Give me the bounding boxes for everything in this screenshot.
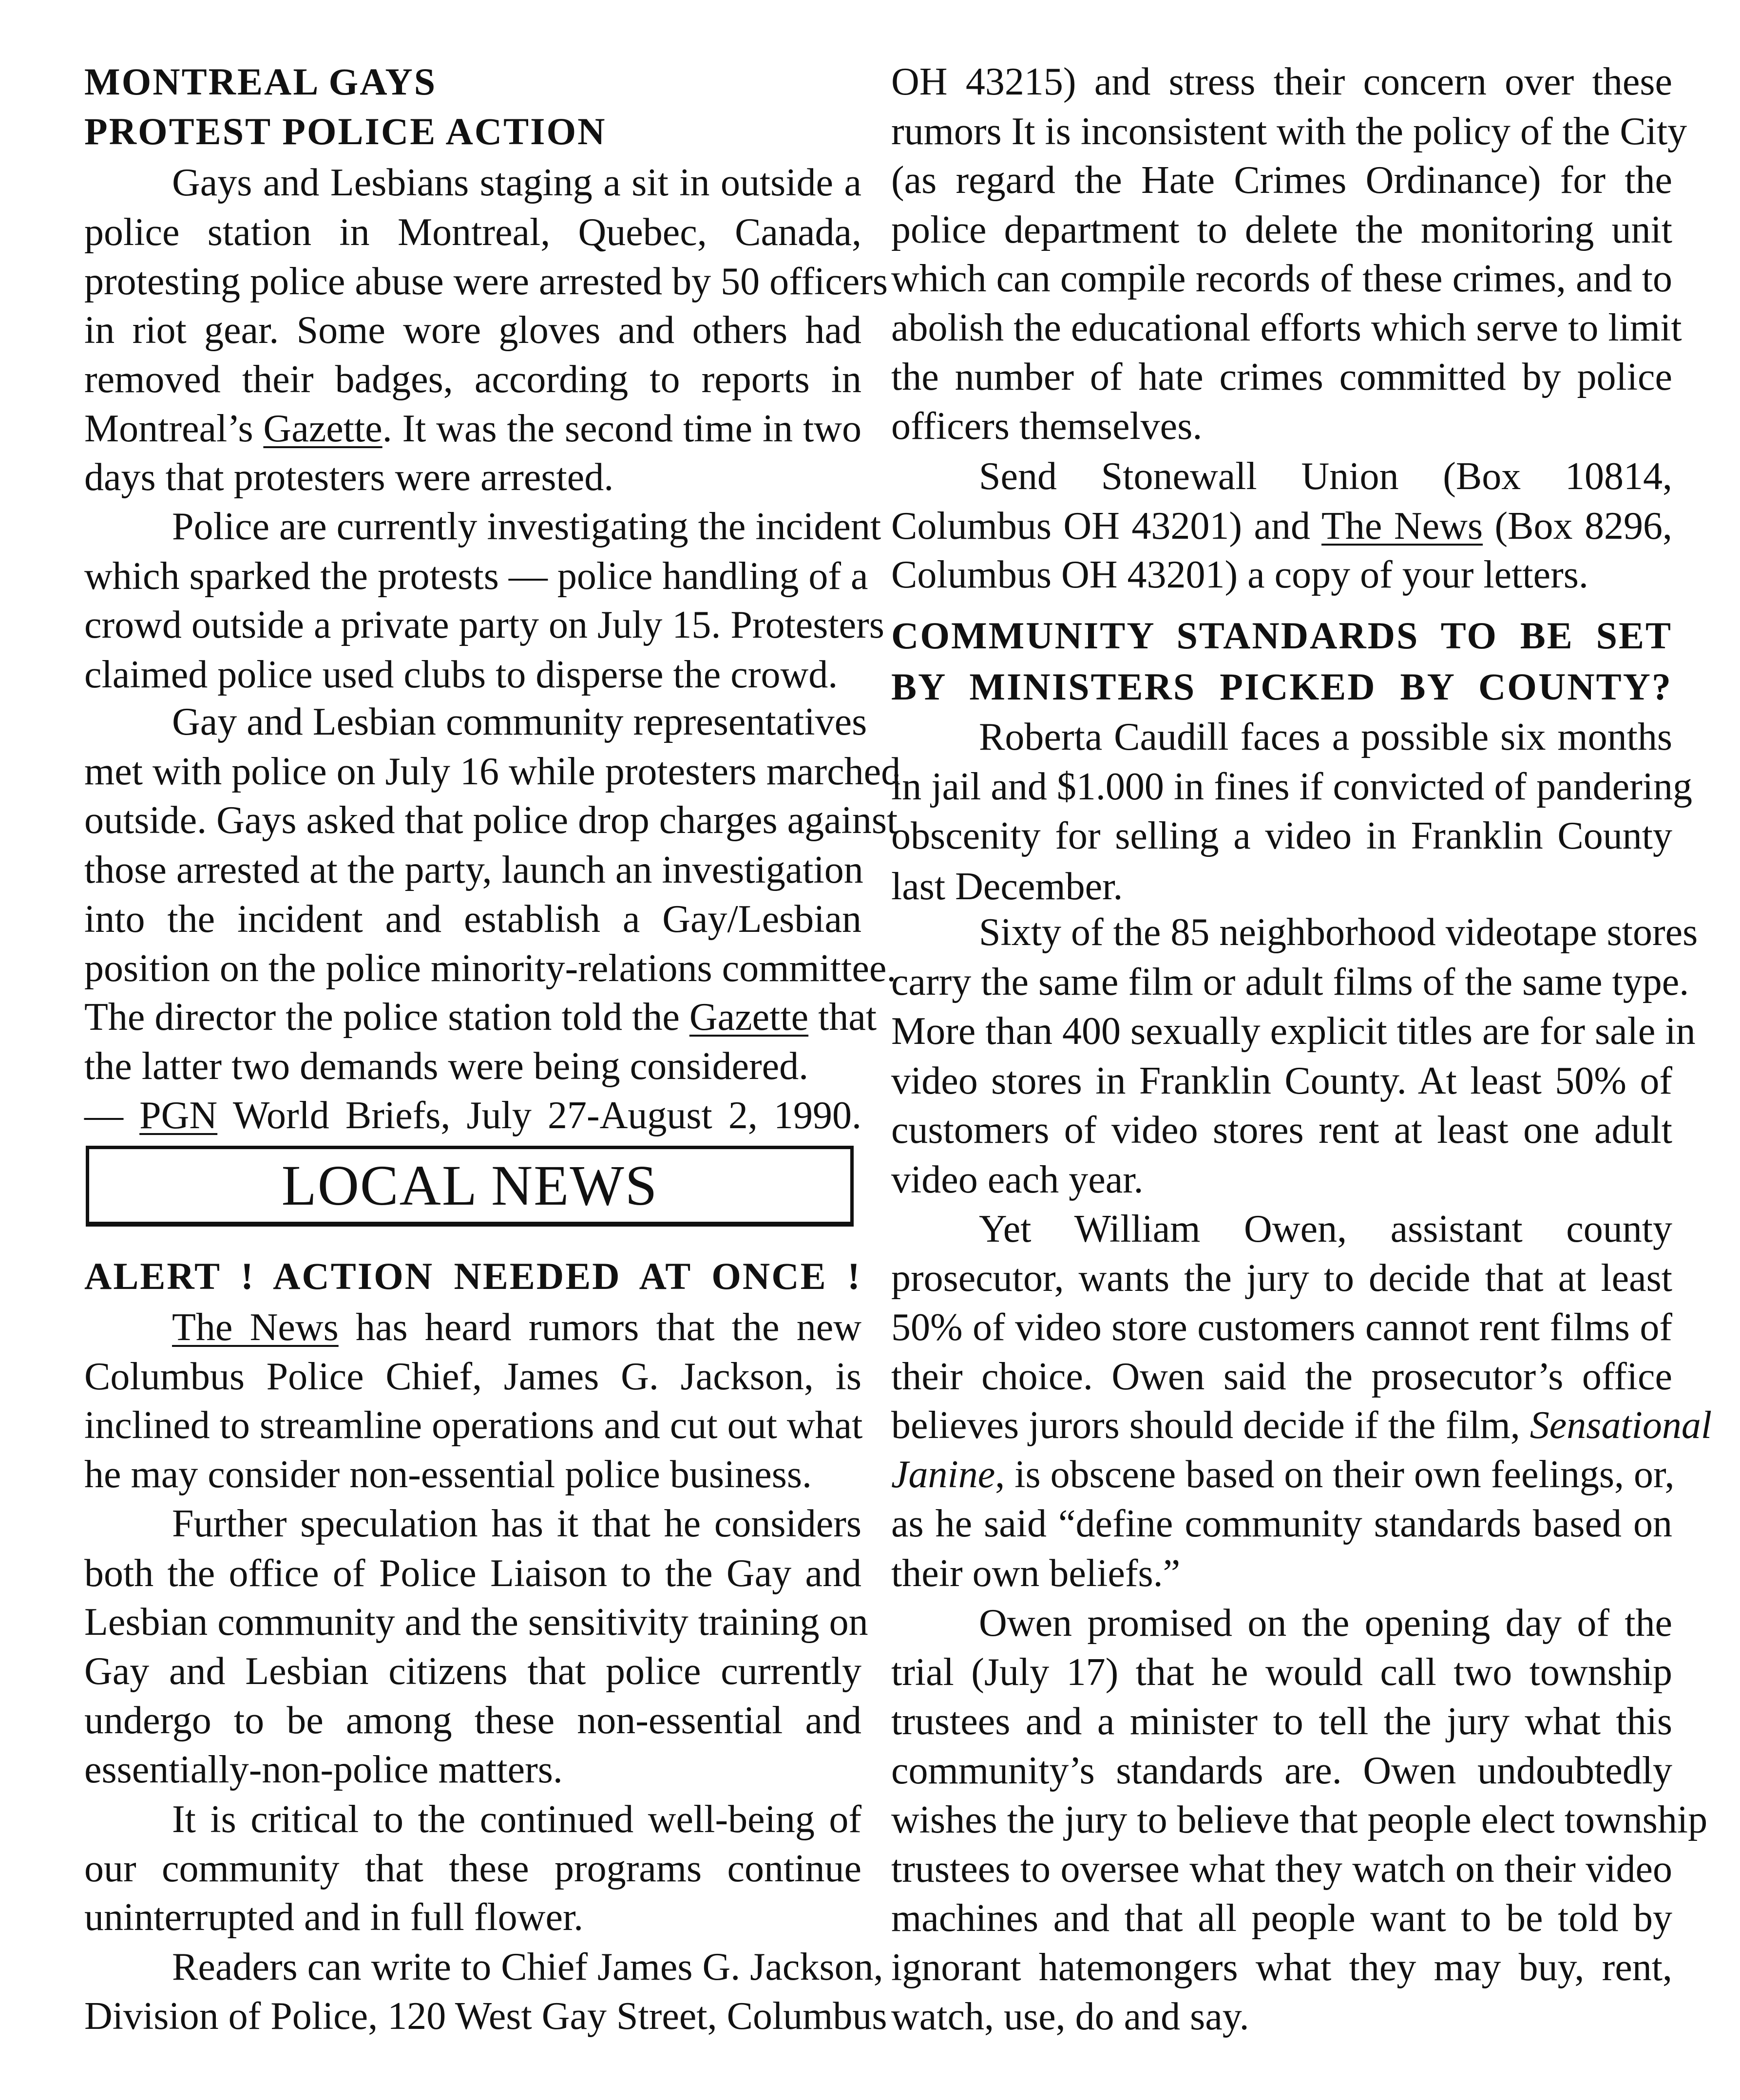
text-line: Columbus Police Chief, James G. Jackson, is bbox=[84, 1355, 861, 1398]
text-line: Owen promised on the opening day of the bbox=[979, 1602, 1672, 1645]
text-line: officers themselves. bbox=[891, 405, 1203, 448]
film-title: Sensational bbox=[1530, 1404, 1712, 1447]
text-line: Roberta Caudill faces a possible six months bbox=[979, 716, 1672, 758]
text-line bbox=[891, 1450, 1675, 1499]
text-line: More than 400 sexually explicit titles are for sale in bbox=[891, 1010, 1696, 1053]
text-line: which can compile records of these crimes, and to bbox=[891, 257, 1672, 300]
text-line: customers of video stores rent at least one adult bbox=[891, 1109, 1672, 1152]
text-line: Yet William Owen, assistant county bbox=[979, 1208, 1672, 1250]
section-banner bbox=[86, 1146, 854, 1227]
text-line: prosecutor, wants the jury to decide that at least bbox=[891, 1257, 1672, 1300]
text-line: Gay and Lesbian community representatives bbox=[172, 700, 867, 743]
text-line: OH 43215) and stress their concern over these bbox=[891, 60, 1672, 103]
text-line: Sixty of the 85 neighborhood videotape stores bbox=[979, 911, 1698, 954]
text-line: obscenity for selling a video in Franklin County bbox=[891, 814, 1672, 857]
publication-link: Gazette bbox=[689, 996, 809, 1039]
text-line: Columbus OH 43201) a copy of your letters. bbox=[891, 553, 1588, 596]
text-line: crowd outside a private party on July 15. Protesters bbox=[84, 604, 884, 646]
text-line: trustees to oversee what they watch on their video bbox=[891, 1848, 1672, 1891]
text-line bbox=[891, 1401, 1712, 1450]
text-line: undergo to be among these non-essential and bbox=[84, 1699, 861, 1742]
text-line: video stores in Franklin County. At least 50% of bbox=[891, 1059, 1672, 1102]
text-line: Further speculation has it that he considers bbox=[172, 1502, 861, 1545]
text: believes jurors should decide if the film, bbox=[891, 1404, 1530, 1447]
text: — bbox=[84, 1094, 140, 1137]
text-line: uninterrupted and in full flower. bbox=[84, 1896, 584, 1939]
headline: COMMUNITY STANDARDS TO BE SET bbox=[891, 614, 1672, 657]
text-line: in riot gear. Some wore gloves and others had bbox=[84, 309, 861, 352]
text-line: Gay and Lesbian citizens that police currently bbox=[84, 1650, 861, 1693]
text-line: Readers can write to Chief James G. Jackson, bbox=[172, 1946, 883, 1988]
text: World Briefs, July 27-August 2, 1990. bbox=[217, 1094, 862, 1137]
text-line bbox=[891, 502, 1672, 550]
text-line bbox=[84, 1303, 861, 1352]
text-line: watch, use, do and say. bbox=[891, 1995, 1249, 2038]
text-line: both the office of Police Liaison to the Gay and bbox=[84, 1552, 861, 1595]
text-line: Send Stonewall Union (Box 10814, bbox=[979, 455, 1672, 498]
text: The director the police station told the bbox=[84, 996, 689, 1039]
text-line: Lesbian community and the sensitivity training on bbox=[84, 1601, 868, 1644]
text-line: rumors It is inconsistent with the policy of the City bbox=[891, 110, 1687, 153]
publication-link: PGN bbox=[139, 1094, 218, 1137]
text-line: carry the same film or adult films of the same type. bbox=[891, 961, 1689, 1003]
text-line: 50% of video store customers cannot rent films of bbox=[891, 1306, 1672, 1349]
headline: ALERT ! ACTION NEEDED AT ONCE ! bbox=[84, 1255, 861, 1297]
section-title: LOCAL NEWS bbox=[281, 1153, 658, 1217]
text-line: their own beliefs.” bbox=[891, 1552, 1181, 1595]
text-line: It is critical to the continued well-being of bbox=[172, 1798, 861, 1841]
text: Montreal’s bbox=[84, 407, 264, 450]
text: Columbus OH 43201) and bbox=[891, 505, 1322, 548]
text-line: inclined to streamline operations and cut out what bbox=[84, 1404, 863, 1447]
text-line: Gays and Lesbians staging a sit in outside a bbox=[172, 161, 861, 204]
text: . It was the second time in two bbox=[382, 407, 861, 450]
text-line: Division of Police, 120 West Gay Street, Columbus bbox=[84, 1995, 887, 2038]
text-line: their choice. Owen said the prosecutor’s office bbox=[891, 1355, 1672, 1398]
text-line: outside. Gays asked that police drop charges against bbox=[84, 799, 898, 842]
text-line: abolish the educational efforts which serve to limit bbox=[891, 306, 1682, 349]
text-line: essentially-non-police matters. bbox=[84, 1748, 563, 1791]
text: has heard rumors that the new bbox=[338, 1306, 861, 1349]
text-line: position on the police minority-relations committee. bbox=[84, 947, 897, 990]
text-line: trustees and a minister to tell the jury what this bbox=[891, 1700, 1672, 1743]
text-line: in jail and $1.000 in fines if convicted of pandering bbox=[891, 765, 1693, 808]
text-line: last December. bbox=[891, 865, 1123, 908]
text-line: trial (July 17) that he would call two township bbox=[891, 1651, 1672, 1694]
text-line: protesting police abuse were arrested by 50 officers bbox=[84, 260, 888, 303]
film-title: Janine bbox=[891, 1453, 995, 1496]
text: (Box 8296, bbox=[1483, 505, 1673, 548]
source-credit bbox=[84, 1091, 861, 1140]
text-line bbox=[84, 993, 877, 1041]
text-line: he may consider non-essential police business. bbox=[84, 1453, 812, 1496]
text-line: those arrested at the party, launch an investigation bbox=[84, 849, 863, 891]
text-line: our community that these programs continue bbox=[84, 1847, 861, 1890]
text-line: police station in Montreal, Quebec, Canada, bbox=[84, 211, 861, 254]
text-line: ignorant hatemongers what they may buy, rent, bbox=[891, 1946, 1672, 1989]
headline: MONTREAL GAYS bbox=[84, 60, 437, 103]
text-line: wishes the jury to believe that people elect township bbox=[891, 1798, 1708, 1841]
publication-link: The News bbox=[1321, 505, 1483, 548]
text-line: as he said “define community standards based on bbox=[891, 1502, 1672, 1545]
text-line: machines and that all people want to be told by bbox=[891, 1897, 1672, 1940]
text-line: Police are currently investigating the incident bbox=[172, 505, 881, 548]
text-line: the latter two demands were being considered. bbox=[84, 1045, 809, 1088]
text-line: removed their badges, according to reports in bbox=[84, 358, 861, 401]
text: , is obscene based on their own feelings, or, bbox=[995, 1453, 1675, 1496]
text-line: claimed police used clubs to disperse the crowd. bbox=[84, 653, 838, 696]
text-line: (as regard the Hate Crimes Ordinance) for the bbox=[891, 159, 1672, 202]
text-line: days that protesters were arrested. bbox=[84, 456, 614, 499]
text-line: met with police on July 16 while protesters marched bbox=[84, 750, 901, 793]
text-line bbox=[84, 404, 861, 453]
text-line: into the incident and establish a Gay/Lesbian bbox=[84, 898, 861, 941]
text-line: police department to delete the monitoring unit bbox=[891, 208, 1672, 251]
publication-link: Gazette bbox=[263, 407, 382, 450]
text-line: video each year. bbox=[891, 1158, 1144, 1201]
text-line: which sparked the protests — police handling of a bbox=[84, 555, 868, 598]
publication-link: The News bbox=[172, 1306, 339, 1349]
text-line: the number of hate crimes committed by police bbox=[891, 356, 1672, 398]
headline: PROTEST POLICE ACTION bbox=[84, 110, 607, 152]
text-line: community’s standards are. Owen undoubtedly bbox=[891, 1749, 1672, 1792]
text: that bbox=[808, 996, 877, 1039]
headline: BY MINISTERS PICKED BY COUNTY? bbox=[891, 665, 1672, 708]
